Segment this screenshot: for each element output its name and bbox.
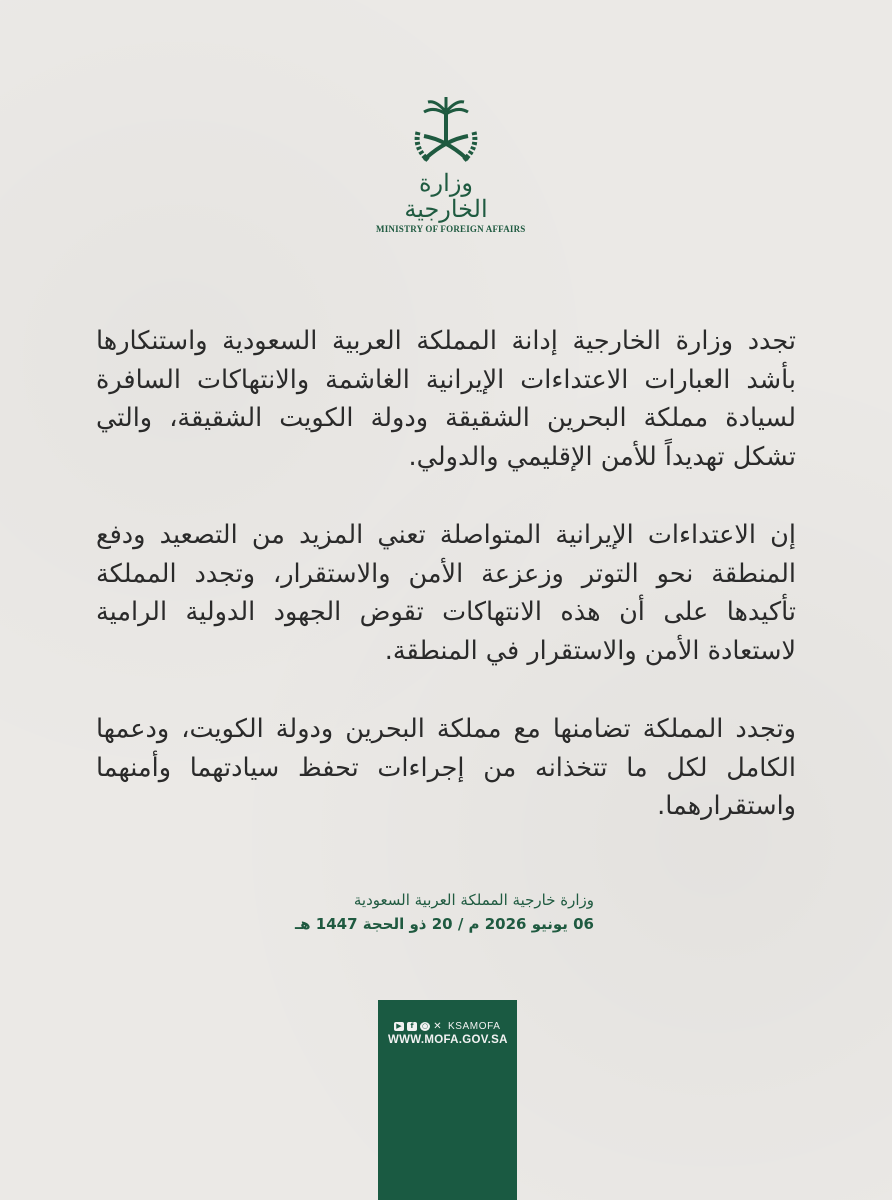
- website-link[interactable]: WWW.MOFA.GOV.SA: [388, 1034, 508, 1046]
- statement-body: [96, 322, 796, 866]
- logo-english-name: MINISTRY OF FOREIGN AFFAIRS: [376, 224, 526, 234]
- signature-block: [234, 888, 594, 936]
- logo-arabic-name: وزارة الخارجية: [404, 169, 488, 223]
- social-handle[interactable]: KSAMOFA: [448, 1020, 501, 1032]
- social-links: [394, 1019, 501, 1033]
- ministry-logo: [376, 96, 526, 234]
- statement-date: 06 يونيو 2026 م / 20 ذو الحجة 1447 هـ: [295, 915, 594, 933]
- x-icon[interactable]: ✕: [433, 1020, 442, 1032]
- saudi-emblem-icon: [406, 96, 486, 168]
- facebook-icon[interactable]: f: [407, 1022, 417, 1031]
- issuer-name: وزارة خارجية المملكة العربية السعودية: [353, 891, 594, 909]
- instagram-icon[interactable]: ○: [421, 1021, 429, 1030]
- statement-paragraph-2: إن الاعتداءات الإيرانية المتواصلة تعني المزيد من التصعيد ودفع المنطقة نحو التوتر وزعزعة الأمن والاستقرار، وتجدد المملكة تأكيدها على أن هذه الانتهاكات تقوض الجهود الدولية الرامية لاستعادة الأمن والاستقرار في المنطقة.: [96, 520, 796, 666]
- statement-paragraph-1: تجدد وزارة الخارجية إدانة المملكة العربية السعودية واستنكارها بأشد العبارات الاعتداءات الإيرانية الغاشمة والانتهاكات السافرة لسيادة مملكة البحرين الشقيقة ودولة الكويت الشقيقة، والتي تشكل تهديداً للأمن الإقليمي والدولي.: [96, 326, 796, 472]
- youtube-icon[interactable]: ▶: [394, 1022, 404, 1031]
- statement-paragraph-3: وتجدد المملكة تضامنها مع مملكة البحرين ودولة الكويت، ودعمها الكامل لكل ما تتخذانه من إجراءات تحفظ سيادتهما وأمنهما واستقرارهما.: [96, 714, 796, 821]
